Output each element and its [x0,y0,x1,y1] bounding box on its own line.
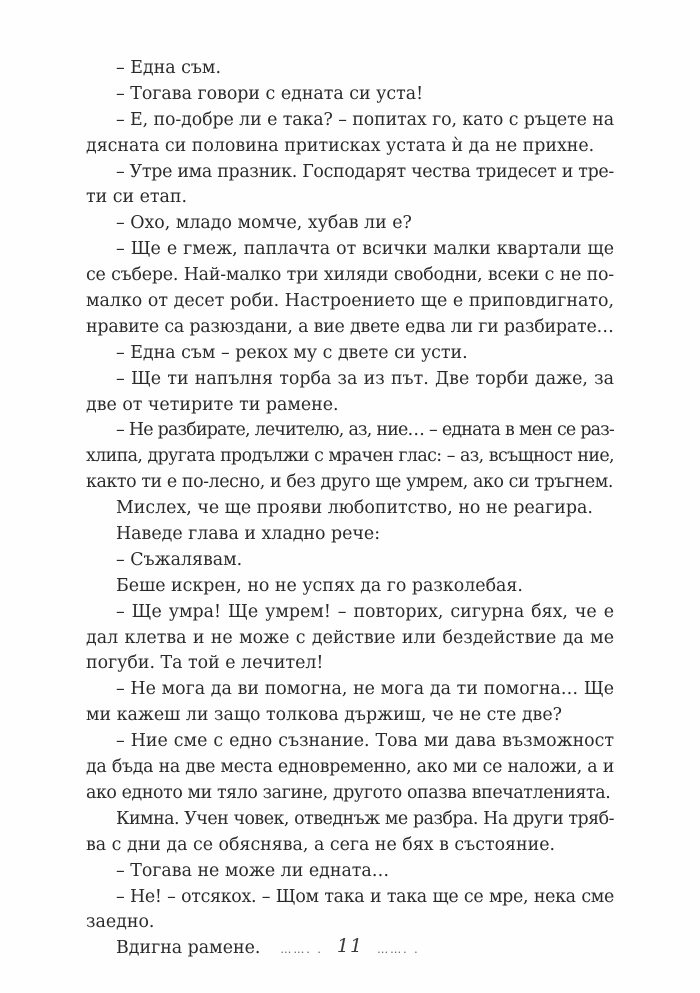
text-line: – Не! – отсякох. – Щом така и така ще се мре, нека сме [116,886,614,907]
text-line: две от четирите ти рамене. [86,394,339,415]
text-line: – Тогава не може ли едната… [116,860,390,881]
text-line: – Ще ти напълня торба за из път. Две торби даже, за [116,368,614,389]
text-line: – Не мога да ви помогна, не мога да ти помогна… Ще [116,679,614,700]
text-line: Мислех, че ще прояви любопитство, но не реагира. [116,498,593,519]
body-text [86,56,614,962]
text-line: да бъда на две места едновременно, ако ми се наложи, а и [86,757,614,778]
text-line: Наведе глава и хладно рече: [116,524,381,545]
page-number: 11 [336,935,364,957]
text-line: – Е, по-добре ли е така? – попитах го, като с ръцете на [116,109,614,130]
text-line: както ти е по-лесно, и без друго ще умрем, ако си тръгнем. [86,472,614,493]
text-line: хлипа, другата продължи с мрачен глас: – аз, всъщност ние, [86,446,614,467]
text-line: – Ще е гмеж, паплачта от всички малки квартали ще [116,239,614,260]
text-line: Беше искрен, но не успях да го разколебая. [116,575,523,596]
footer-ornament-right: ……. . [377,942,420,956]
text-line: ти си етап. [86,187,187,208]
text-line: малко от десет роби. Настроението ще е приповдигнато, [86,291,614,312]
text-line: ако едното ми тяло загине, другото опазва впечатленията. [86,782,611,803]
text-line: – Тогава говори с едната си уста! [116,83,424,104]
text-line: дясната си половина притисках устата ѝ да не прихне. [86,135,595,156]
text-line: се събере. Най-малко три хиляди свободни, всеки с не по- [86,265,614,286]
text-line: – Утре има празник. Господарят чества тридесет и тре- [116,161,614,182]
text-line: – Ние сме с едно съзнание. Това ми дава възможност [116,731,614,752]
text-line: Вдигна рамене. [116,938,261,959]
text-line: – Не разбирате, лечителю, аз, ние… – едната в мен се раз- [116,420,614,441]
text-line: – Охо, младо момче, хубав ли е? [116,213,412,234]
text-line: ми кажеш ли защо толкова държиш, че не сте две? [86,705,562,726]
text-line: заедно. [86,912,155,933]
text-line: – Съжалявам. [116,549,243,570]
text-line: – Една съм. [116,58,221,78]
text-line: дал клетва и не може с действие или бездействие да ме [86,627,614,648]
text-line: – Една съм – рекох му с двете си усти. [116,342,468,363]
text-line: Кимна. Учен човек, отведнъж ме разбра. На други тряб- [116,808,614,829]
text-line: погуби. Та той е лечител! [86,653,324,674]
text-line: – Ще умра! Ще умрем! – повторих, сигурна бях, че е [116,601,614,622]
text-line: ва с дни да се обяснява, а сега не бях в състояние. [86,834,556,855]
footer-ornament-left: ……. . [280,942,323,956]
text-line: нравите са разюздани, а вие двете едва ли ги разбирате… [86,316,614,337]
page-footer [0,934,700,958]
